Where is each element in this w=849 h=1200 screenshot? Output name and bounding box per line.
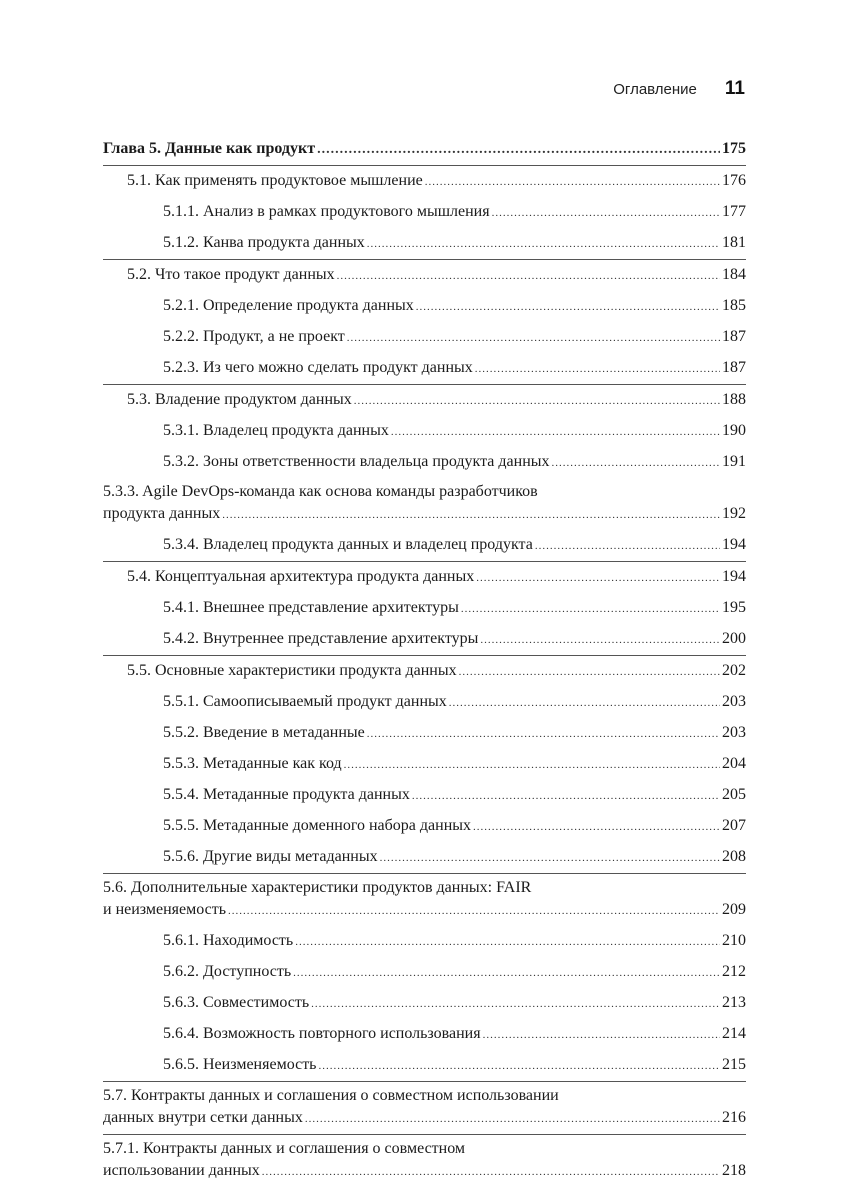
table-of-contents <box>103 133 746 1187</box>
toc-entry-label: 5.1.2. Канва продукта данных <box>163 234 365 251</box>
dot-leader <box>317 133 720 165</box>
toc-entry-page: 190 <box>722 422 746 439</box>
toc-entry-5-7-1[interactable] <box>103 1134 746 1187</box>
toc-entry-label: 5.5.5. Метаданные доменного набора данных <box>163 817 471 834</box>
toc-entry-page: 188 <box>722 391 746 408</box>
toc-entry-page: 177 <box>722 203 746 220</box>
dot-leader <box>367 718 720 749</box>
toc-entry-label: 5.1.1. Анализ в рамках продуктового мышления <box>163 203 490 220</box>
toc-entry-page: 212 <box>722 963 746 980</box>
toc-entry-page: 176 <box>722 172 746 189</box>
toc-entry-5-6-4[interactable] <box>103 1019 746 1050</box>
toc-entry-label: 5.2.3. Из чего можно сделать продукт данных <box>163 359 473 376</box>
toc-entry-5-2[interactable] <box>103 259 746 291</box>
toc-entry-label: 5.5.4. Метаданные продукта данных <box>163 786 410 803</box>
dot-leader <box>262 1160 720 1183</box>
toc-entry-page: 209 <box>722 901 746 918</box>
dot-leader <box>311 988 720 1019</box>
toc-entry-5-4[interactable] <box>103 561 746 593</box>
toc-entry-5-5-5[interactable] <box>103 811 746 842</box>
toc-entry-page: 213 <box>722 994 746 1011</box>
toc-entry-label: 5.6.5. Неизменяемость <box>163 1056 317 1073</box>
dot-leader <box>473 811 720 842</box>
toc-entry-label-line1: 5.3.3. Agile DevOps-команда как основа команды разработчиков <box>103 483 538 500</box>
dot-leader <box>380 842 720 873</box>
dot-leader <box>552 447 720 478</box>
toc-entry-5-2-2[interactable] <box>103 322 746 353</box>
toc-entry-5-5-3[interactable] <box>103 749 746 780</box>
toc-entry-label: 5.2.1. Определение продукта данных <box>163 297 414 314</box>
dot-leader <box>475 353 720 384</box>
toc-entry-5-5-4[interactable] <box>103 780 746 811</box>
dot-leader <box>318 1050 720 1081</box>
dot-leader <box>480 624 720 655</box>
toc-entry-label: 5.5.3. Метаданные как код <box>163 755 342 772</box>
toc-entry-label: 5.6.1. Находимость <box>163 932 294 949</box>
toc-entry-page: 195 <box>722 599 746 616</box>
toc-entry-label: 5.5. Основные характеристики продукта данных <box>127 662 457 679</box>
dot-leader <box>412 780 720 811</box>
toc-entry-5-2-1[interactable] <box>103 291 746 322</box>
dot-leader <box>228 899 720 922</box>
toc-entry-5-6-1[interactable] <box>103 926 746 957</box>
toc-entry-label: 5.1. Как применять продуктовое мышление <box>127 172 423 189</box>
toc-entry-page: 205 <box>722 786 746 803</box>
toc-entry-label: 5.6.2. Доступность <box>163 963 292 980</box>
toc-entry-page: 192 <box>722 505 746 522</box>
toc-entry-5-4-1[interactable] <box>103 593 746 624</box>
toc-entry-label-line1: 5.6. Дополнительные характеристики продуктов данных: FAIR <box>103 879 532 896</box>
toc-entry-5-4-2[interactable] <box>103 624 746 655</box>
toc-entry-5-3-3[interactable] <box>103 478 746 530</box>
dot-leader <box>459 656 720 687</box>
toc-entry-label-line1: 5.7.1. Контракты данных и соглашения о совместном <box>103 1140 466 1157</box>
toc-entry-5-3[interactable] <box>103 384 746 416</box>
toc-entry-5-1[interactable] <box>103 165 746 197</box>
running-head <box>613 78 745 102</box>
toc-entry-page: 204 <box>722 755 746 772</box>
toc-entry-label-line2: продукта данных <box>103 505 221 522</box>
toc-entry-page: 203 <box>722 693 746 710</box>
toc-entry-page: 175 <box>722 140 746 157</box>
toc-entry-5-1-1[interactable] <box>103 197 746 228</box>
toc-entry-label: Глава 5. Данные как продукт <box>103 140 316 157</box>
toc-entry-page: 191 <box>722 453 746 470</box>
toc-entry-label-line2: использовании данных <box>103 1162 260 1179</box>
toc-entry-label-line1: 5.7. Контракты данных и соглашения о совместном использовании <box>103 1087 559 1104</box>
dot-leader <box>354 385 720 416</box>
toc-entry-label: 5.6.4. Возможность повторного использования <box>163 1025 481 1042</box>
dot-leader <box>483 1019 720 1050</box>
toc-entry-label: 5.4. Концептуальная архитектура продукта данных <box>127 568 475 585</box>
toc-entry-5-1-2[interactable] <box>103 228 746 259</box>
dot-leader <box>476 562 720 593</box>
toc-entry-page: 210 <box>722 932 746 949</box>
toc-entry-page: 208 <box>722 848 746 865</box>
toc-entry-5-6-5[interactable] <box>103 1050 746 1081</box>
toc-entry-page: 194 <box>722 568 746 585</box>
toc-entry-5-3-1[interactable] <box>103 416 746 447</box>
toc-entry-5-5-1[interactable] <box>103 687 746 718</box>
dot-leader <box>367 228 720 259</box>
toc-entry-label: 5.3.2. Зоны ответственности владельца продукта данных <box>163 453 550 470</box>
toc-chapter-5[interactable] <box>103 133 746 165</box>
toc-entry-5-5[interactable] <box>103 655 746 687</box>
toc-entry-page: 216 <box>722 1109 746 1126</box>
toc-entry-label: 5.3. Владение продуктом данных <box>127 391 352 408</box>
toc-entry-label: 5.2. Что такое продукт данных <box>127 266 335 283</box>
dot-leader <box>222 503 720 526</box>
toc-entry-5-6-3[interactable] <box>103 988 746 1019</box>
toc-entry-5-3-2[interactable] <box>103 447 746 478</box>
toc-entry-label: 5.6.3. Совместимость <box>163 994 310 1011</box>
toc-entry-page: 181 <box>722 234 746 251</box>
dot-leader <box>416 291 720 322</box>
toc-entry-page: 203 <box>722 724 746 741</box>
toc-entry-page: 185 <box>722 297 746 314</box>
dot-leader <box>344 749 720 780</box>
toc-entry-page: 187 <box>722 328 746 345</box>
toc-entry-page: 200 <box>722 630 746 647</box>
toc-entry-page: 184 <box>722 266 746 283</box>
toc-entry-label: 5.5.2. Введение в метаданные <box>163 724 365 741</box>
toc-entry-5-2-3[interactable] <box>103 353 746 384</box>
toc-entry-5-5-2[interactable] <box>103 718 746 749</box>
toc-entry-5-6-2[interactable] <box>103 957 746 988</box>
toc-entry-label-line2: и неизменяемость <box>103 901 227 918</box>
dot-leader <box>293 957 720 988</box>
running-head-title: Оглавление <box>613 81 697 98</box>
dot-leader <box>425 166 720 197</box>
dot-leader <box>305 1107 720 1130</box>
dot-leader <box>347 322 720 353</box>
toc-entry-page: 214 <box>722 1025 746 1042</box>
dot-leader <box>535 530 720 561</box>
dot-leader <box>295 926 720 957</box>
dot-leader <box>337 260 720 291</box>
dot-leader <box>492 197 720 228</box>
toc-entry-label: 5.5.6. Другие виды метаданных <box>163 848 378 865</box>
toc-entry-page: 202 <box>722 662 746 679</box>
toc-entry-page: 215 <box>722 1056 746 1073</box>
toc-entry-5-6[interactable] <box>103 873 746 926</box>
toc-entry-label: 5.4.2. Внутреннее представление архитектуры <box>163 630 479 647</box>
toc-entry-page: 187 <box>722 359 746 376</box>
toc-entry-5-7[interactable] <box>103 1081 746 1134</box>
running-head-page-number: 11 <box>724 78 745 99</box>
toc-entry-label: 5.5.1. Самоописываемый продукт данных <box>163 693 447 710</box>
toc-entry-page: 207 <box>722 817 746 834</box>
toc-entry-label-line2: данных внутри сетки данных <box>103 1109 303 1126</box>
toc-entry-5-3-4[interactable] <box>103 530 746 561</box>
toc-entry-page: 194 <box>722 536 746 553</box>
toc-entry-label: 5.2.2. Продукт, а не проект <box>163 328 345 345</box>
toc-entry-page: 218 <box>722 1162 746 1179</box>
dot-leader <box>461 593 720 624</box>
toc-entry-label: 5.4.1. Внешнее представление архитектуры <box>163 599 459 616</box>
dot-leader <box>391 416 720 447</box>
dot-leader <box>449 687 720 718</box>
toc-entry-5-5-6[interactable] <box>103 842 746 873</box>
toc-entry-label: 5.3.4. Владелец продукта данных и владелец продукта <box>163 536 533 553</box>
toc-entry-label: 5.3.1. Владелец продукта данных <box>163 422 389 439</box>
